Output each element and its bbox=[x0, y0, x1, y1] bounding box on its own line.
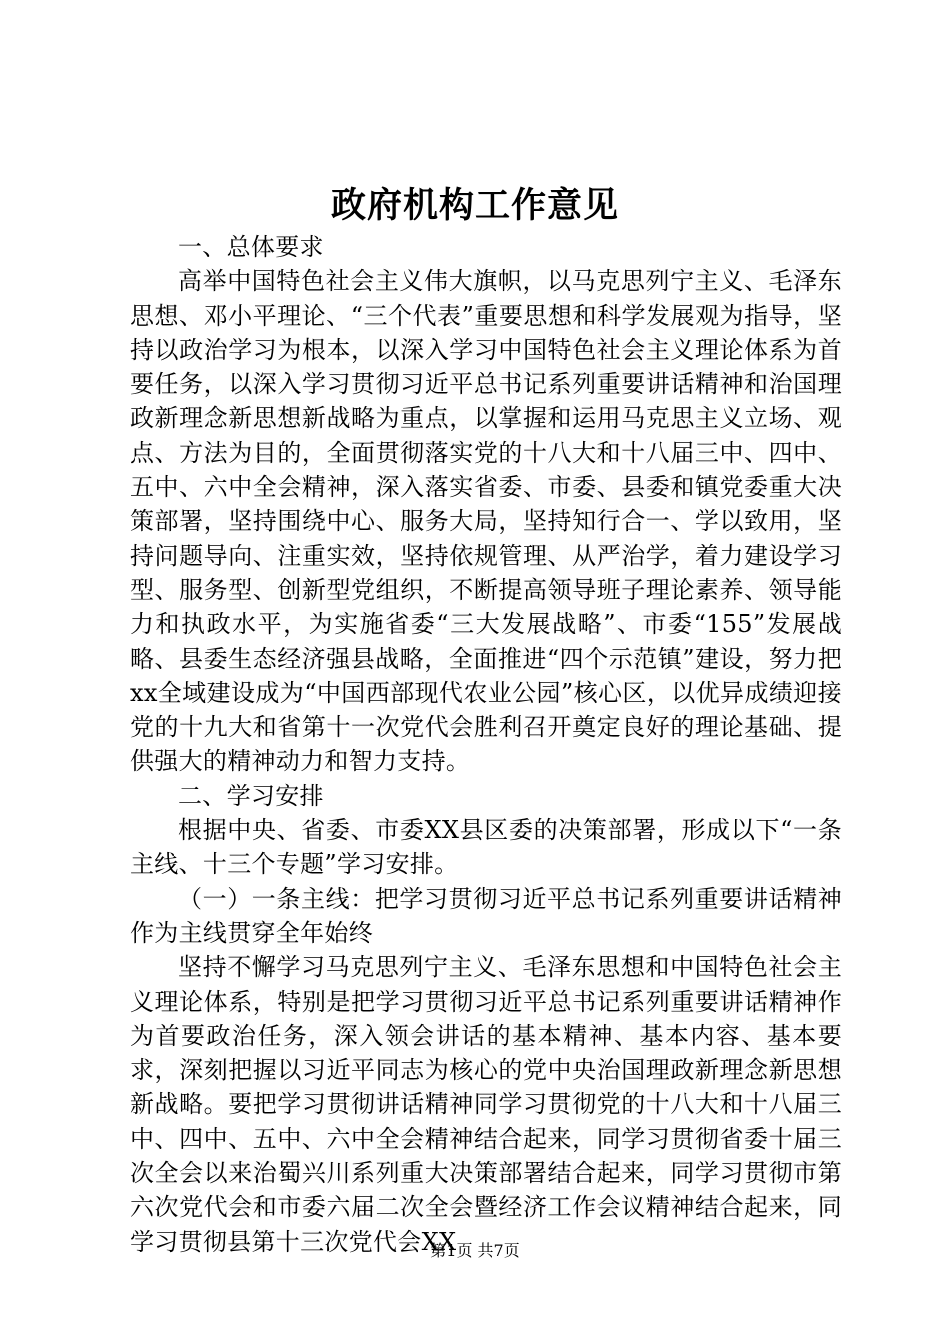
page-number-footer: 第1页 共7页 bbox=[430, 1241, 520, 1260]
document-title: 政府机构工作意见 bbox=[330, 185, 619, 226]
paragraph-general-requirements: 高举中国特色社会主义伟大旗帜，以马克思列宁主义、毛泽东思想、邓小平理论、“三个代表”重要思想和科学发展观为指导，坚持以政治学习为根本，以深入学习中国特色社会主义理论体系为首要任务，以深入学习贯彻习近平总书记系列重要讲话精神和治国理政新理念新思想新战略为重点，以掌握和运用马克思主义立场、观点、方法为目的，全面贯彻落实党的十八大和十八届三中、四中、五中、六中全会精神，深入落实省委、市委、县委和镇党委重大决策部署，坚持围绕中心、服务大局，坚持知行合一、学以致用，坚持问题导向、注重实效，坚持依规管理、从严治学，着力建设学习型、服务型、创新型党组织，不断提高领导班子理论素养、领导能力和执政水平，为实施省委“三大发展战略”、市委“155”发展战略、县委生态经济强县战略，全面推进“四个示范镇”建设，努力把xx全域建设成为“中国西部现代农业公园”核心区，以优异成绩迎接党的十九大和省第十一次党代会胜利召开奠定良好的理论基础、提供强大的精神动力和智力支持。 bbox=[130, 267, 842, 776]
paragraph-main-line: 坚持不懈学习马克思列宁主义、毛泽东思想和中国特色社会主义理论体系，特别是把学习贯彻习近平总书记系列重要讲话精神作为首要政治任务，深入领会讲话的基本精神、基本内容、基本要求，深刻把握以习近平同志为核心的党中央治国理政新理念新思想新战略。要把学习贯彻讲话精神同学习贯彻党的十八大和十八届三中、四中、五中、六中全会精神结合起来，同学习贯彻省委十届三次全会以来治蜀兴川系列重大决策部署结合起来，同学习贯彻市第六次党代会和市委六届二次全会暨经济工作会议精神结合起来，同学习贯彻县第十三次党代会XX bbox=[130, 953, 842, 1256]
section-heading-study-arrangement: 二、学习安排 bbox=[178, 781, 324, 810]
section-heading-general-requirements: 一、总体要求 bbox=[178, 233, 324, 261]
subheading-main-line: （一）一条主线：把学习贯彻习近平总书记系列重要讲话精神作为主线贯穿全年始终 bbox=[130, 884, 842, 947]
document-body bbox=[130, 230, 842, 1259]
paragraph-arrangement-intro: 根据中央、省委、市委XX县区委的决策部署，形成以下“一条主线、十三个专题”学习安排。 bbox=[130, 816, 842, 879]
